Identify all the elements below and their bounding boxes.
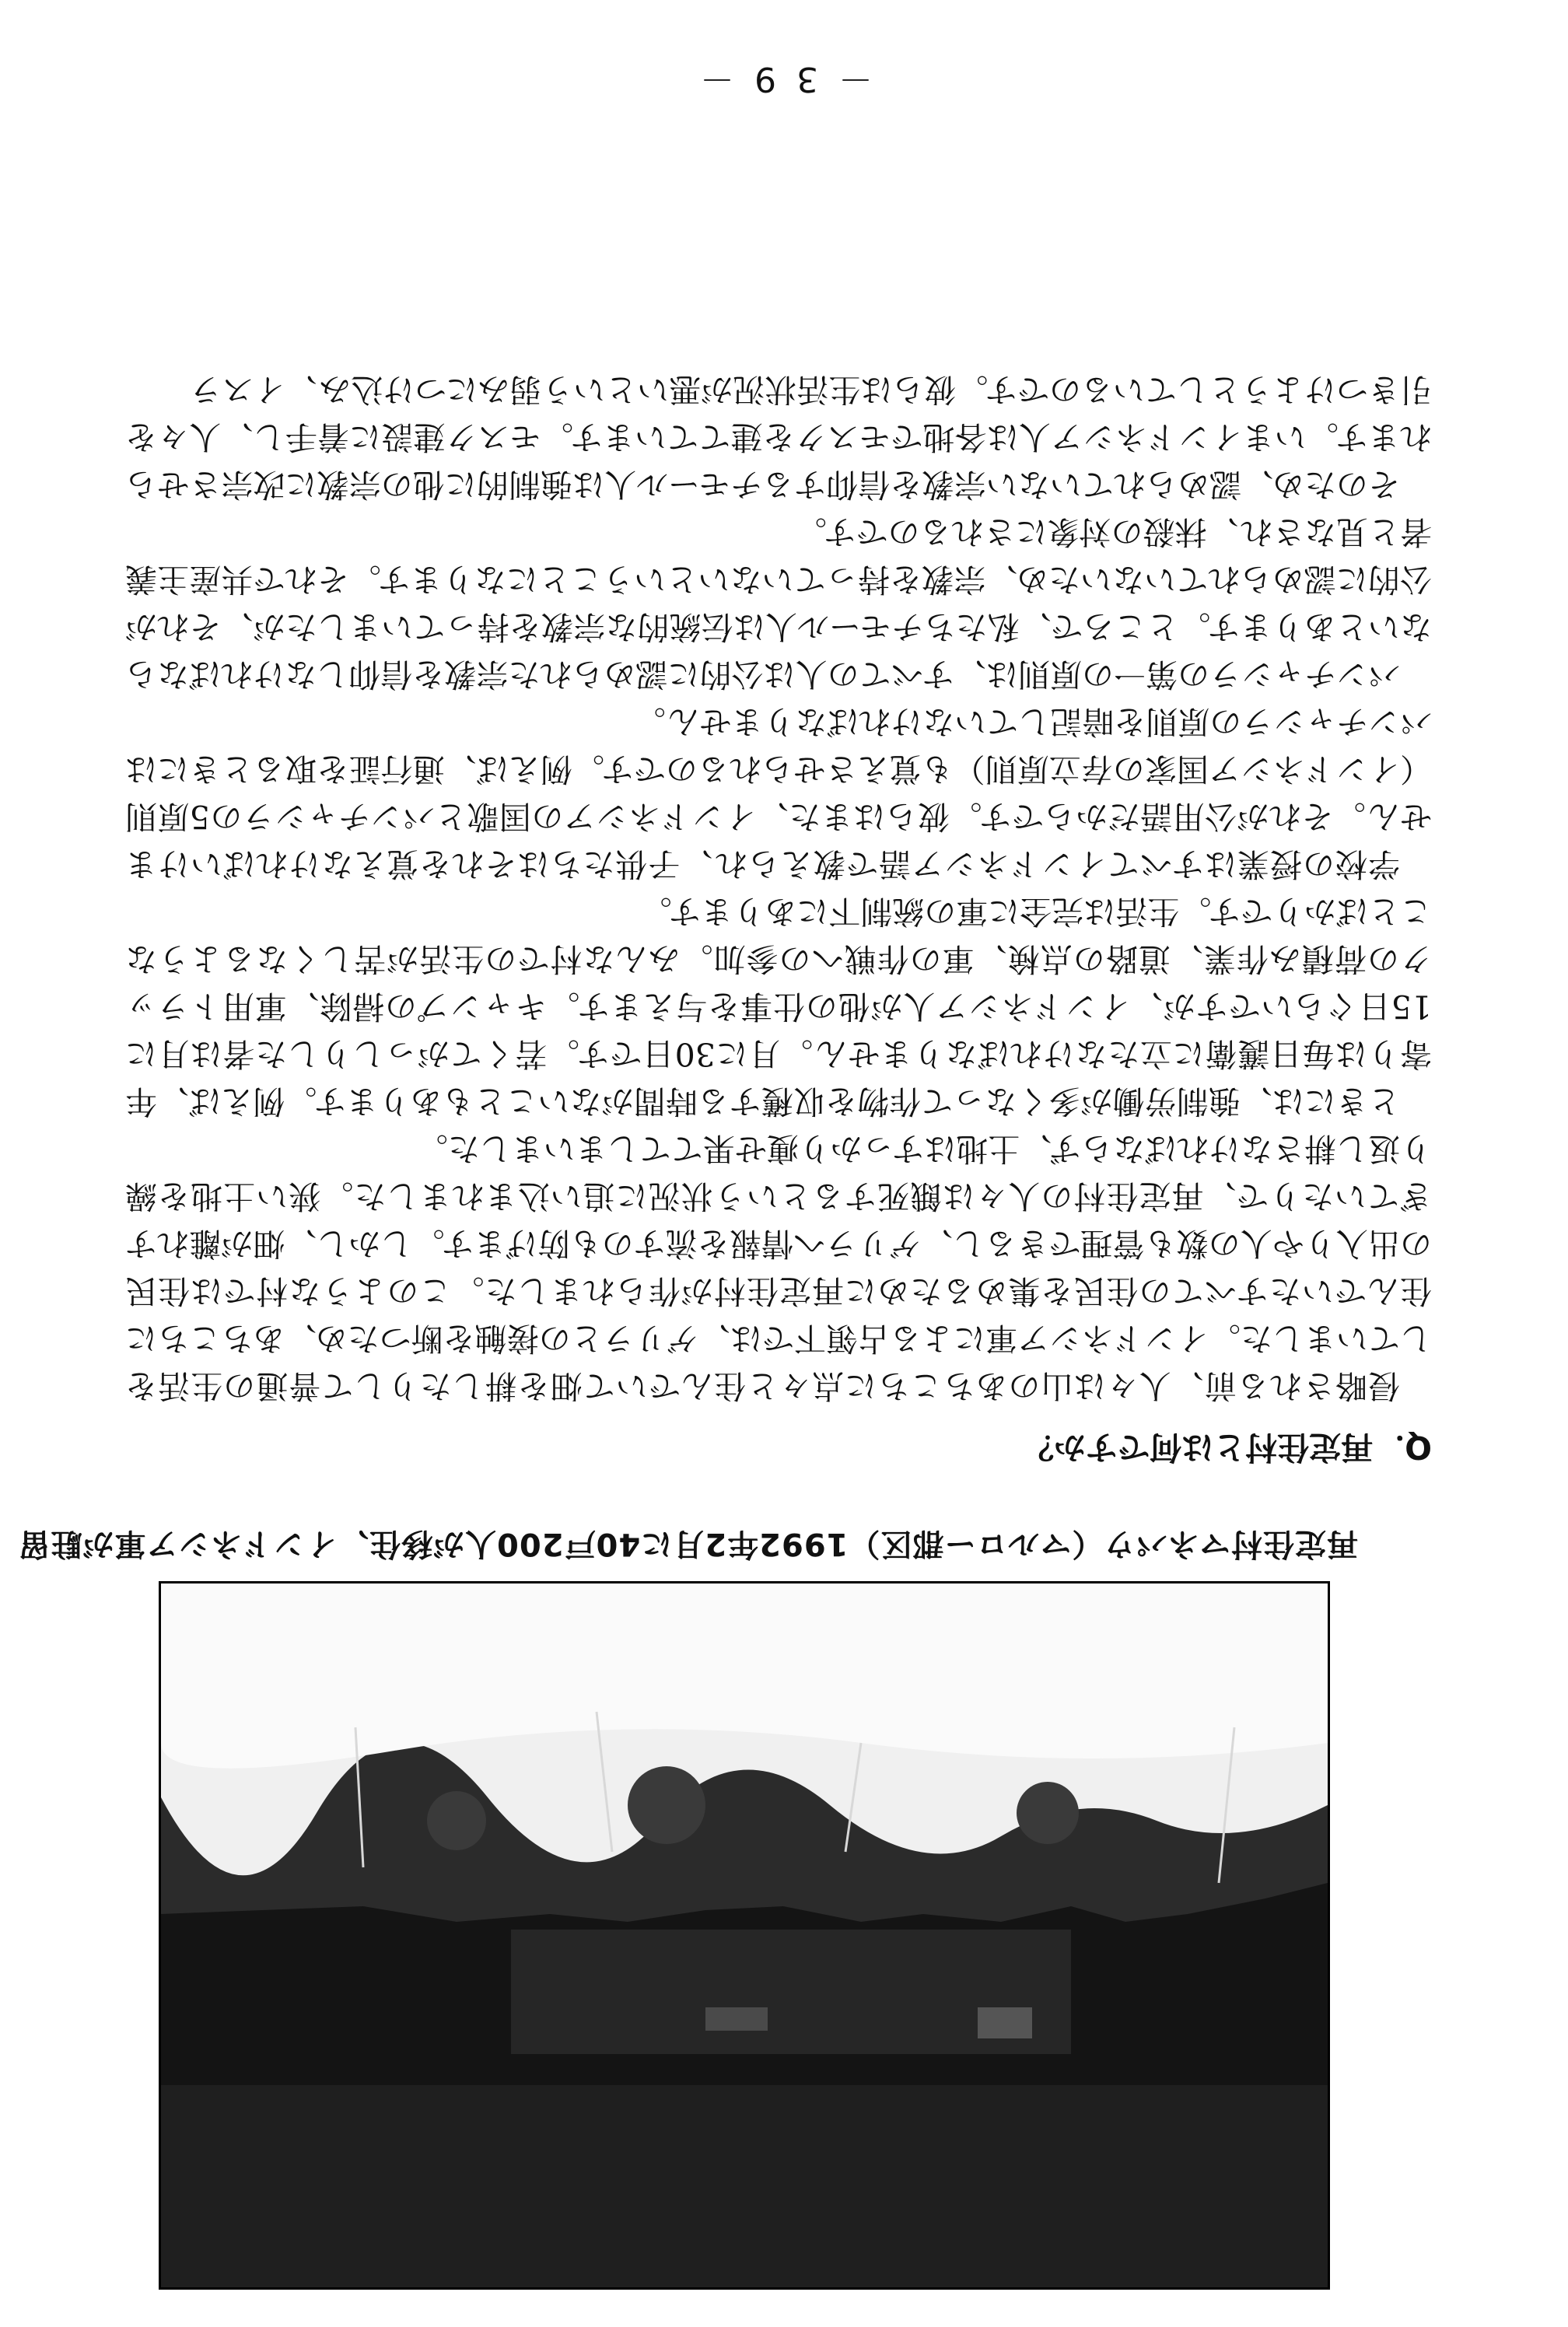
paragraph: そのため、認められていない宗教を信仰するチモール人は強制的に他の宗教に改宗させられます。いまインドネシア人は各地でモスクを建てています。モスク建設に着手し、人々を引きつけようとしているのです。彼らは生活状況が悪いという弱みにつけ込み、イスラ: [125, 371, 1432, 503]
paragraph: パンチャシラの第一の原則は、すべての人は公的に認められた宗教を信仰しなければならないとあります。ところで、私たちチモール人は伝統的な宗教を持っていましたが、それが公的に認められていないため、宗教を持っていないということになります。それで共産主義者と見なされ、抹殺の対象にされるのです。: [125, 513, 1432, 693]
question-heading: Q．再定住村とは何ですか？: [1022, 1429, 1432, 1466]
resettlement-village-photo: [159, 1581, 1330, 2290]
answer-body: [125, 366, 1432, 1409]
paragraph: 侵略される前、人々は山のあちこちに点々と住んでいて畑を耕したりして普通の生活をしていました。インドネシア軍による占領下では、ゲリラとの接触を断つため、あちこちに住んでいたすべての住民を集めるために再定住村が作られました。このような村では住民の出入りや人の数も管理できるし、ゲリラへ情報を流すのも防げます。しかし、畑が離れすぎていたりで、再定住村の人々は餓死するという状況に追い込まれました。狭い土地を繰り返し耕さなければならず、土地はすっかり痩せ果ててしまいました。: [125, 1130, 1432, 1405]
paragraph: ときには、強制労働が多くなって作物を収穫する時間がないこともあります。例えば、年寄りは毎日護衛に立たなければなりません。月に30日です。若くてがっしりした者は月に15日ぐらいですが、インドネシア人が他の仕事を与えます。キャンプの掃除、軍用トラックの荷積み作業、道路の点検、軍の作戦への参加。みんな村での生活が苦しくなるようなことばかりです。生活は完全に軍の統制下にあります。: [125, 893, 1432, 1120]
photo-caption: 再定住村マネパウ（マルロー郡区）1992年2月に40戸200人が移住、インドネシア軍が駐留: [18, 1526, 1358, 1562]
page-number: － 3 9 －: [695, 59, 873, 99]
village-scene-graphic: [161, 1583, 1328, 2287]
paragraph: 学校の授業はすべてインドネシア語で教えられ、子供たちはそれを覚えなければいけません。それが公用語だからです。彼らはまた、インドネシアの国歌とパンチャシラの5原則（インドネシア国家の存立原則）も覚えさせられるのです。例えば、通行証を取るときにはパンチャシラの原則を暗記していなければなりません。: [125, 703, 1432, 883]
